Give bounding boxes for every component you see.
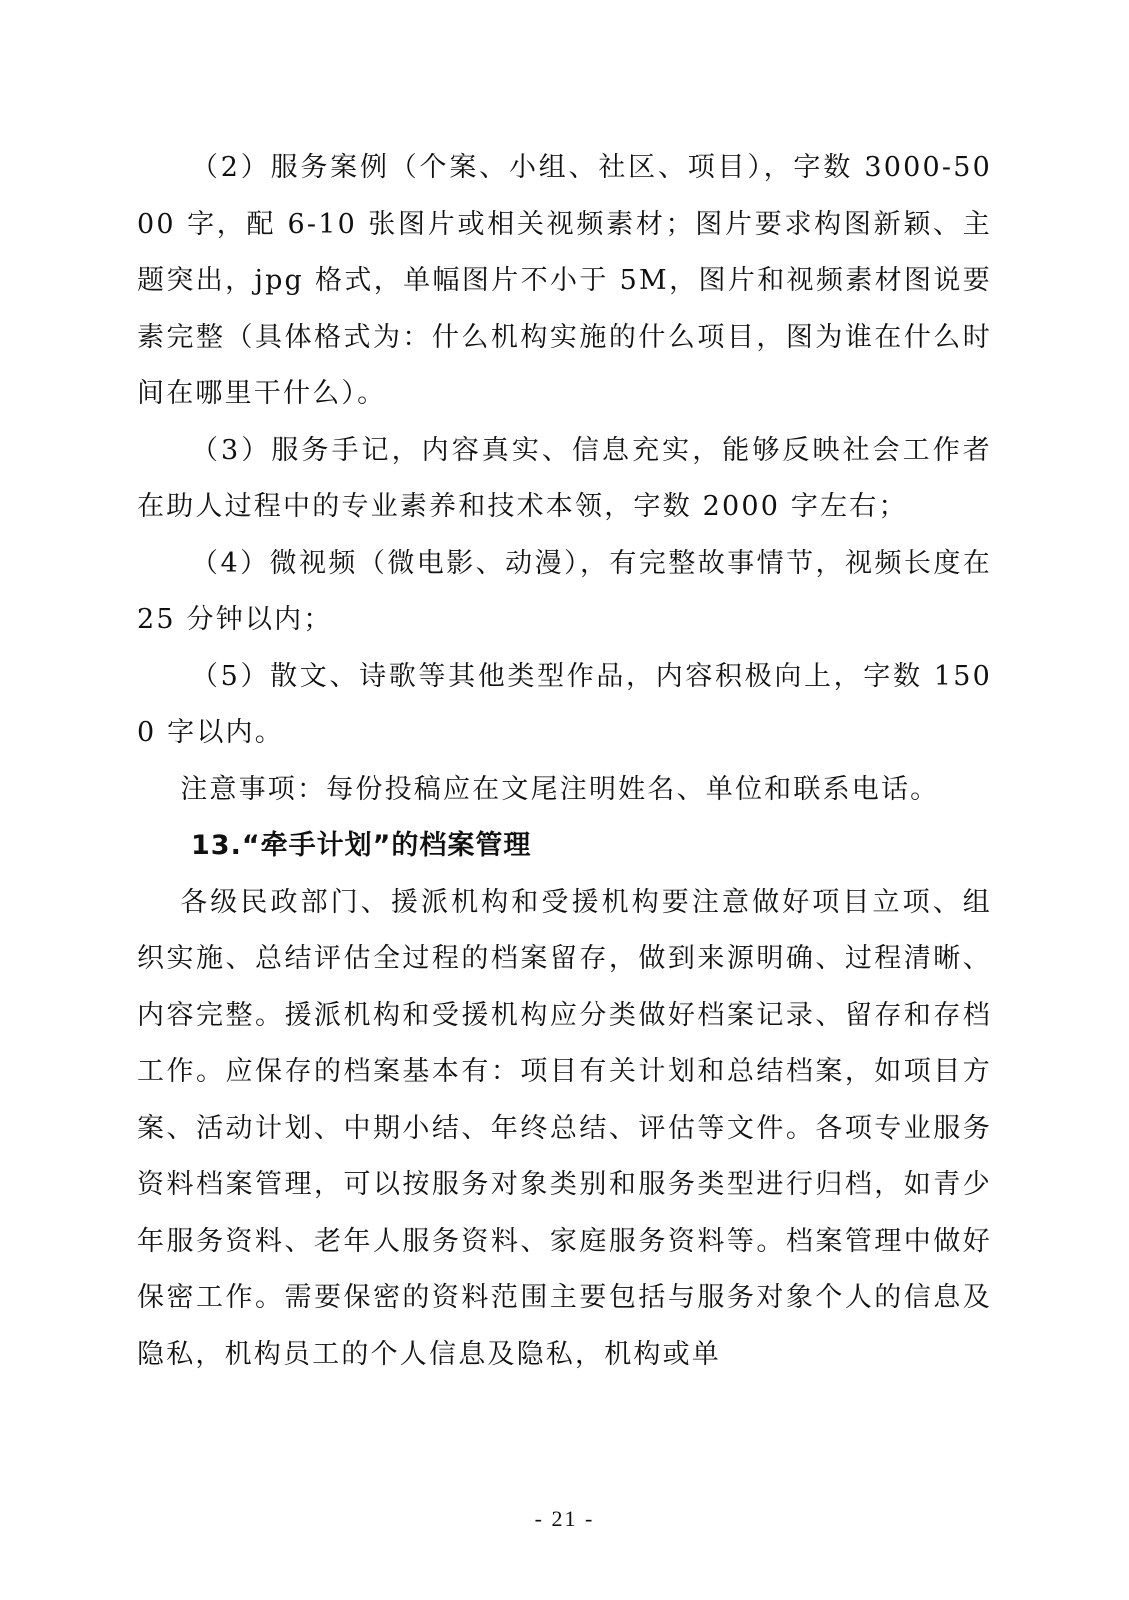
section-heading: 13.“牵手计划”的档案管理	[191, 830, 532, 861]
paragraph-notes: 注意事项：每份投稿应在文尾注明姓名、单位和联系电话。	[180, 773, 940, 805]
document-page	[137, 140, 992, 1383]
page-number: - 21 -	[534, 1506, 595, 1531]
paragraph-micro-video: （4）微视频（微电影、动漫），有完整故事情节，视频长度在 25 分钟以内；	[137, 547, 992, 635]
section-body: 各级民政部门、援派机构和受援机构要注意做好项目立项、组织实施、总结评估全过程的档案留存，做到来源明确、过程清晰、内容完整。援派机构和受援机构应分类做好档案记录、留存和存档工作。应保存的档案基本有：项目有关计划和总结档案，如项目方案、活动计划、中期小结、年终总结、评估等文件。各项专业服务资料档案管理，可以按服务对象类别和服务类型进行归档，如青少年服务资料、老年人服务资料、家庭服务资料等。档案管理中做好保密工作。需要保密的资料范围主要包括与服务对象个人的信息及隐私，机构员工的个人信息及隐私，机构或单	[137, 886, 992, 1370]
paragraph-service-notes: （3）服务手记，内容真实、信息充实，能够反映社会工作者在助人过程中的专业素养和技术本领，字数 2000 字左右；	[137, 434, 992, 522]
paragraph-prose-poetry: （5）散文、诗歌等其他类型作品，内容积极向上，字数 1500 字以内。	[137, 660, 992, 748]
paragraph-service-case: （2）服务案例（个案、小组、社区、项目），字数 3000-5000 字，配 6-10 张图片或相关视频素材；图片要求构图新颖、主题突出，jpg 格式，单幅图片不小于 5M，图片和视频素材图说要素完整（具体格式为：什么机构实施的什么项目，图为谁在什么时间在哪里干什么）。	[137, 152, 992, 409]
